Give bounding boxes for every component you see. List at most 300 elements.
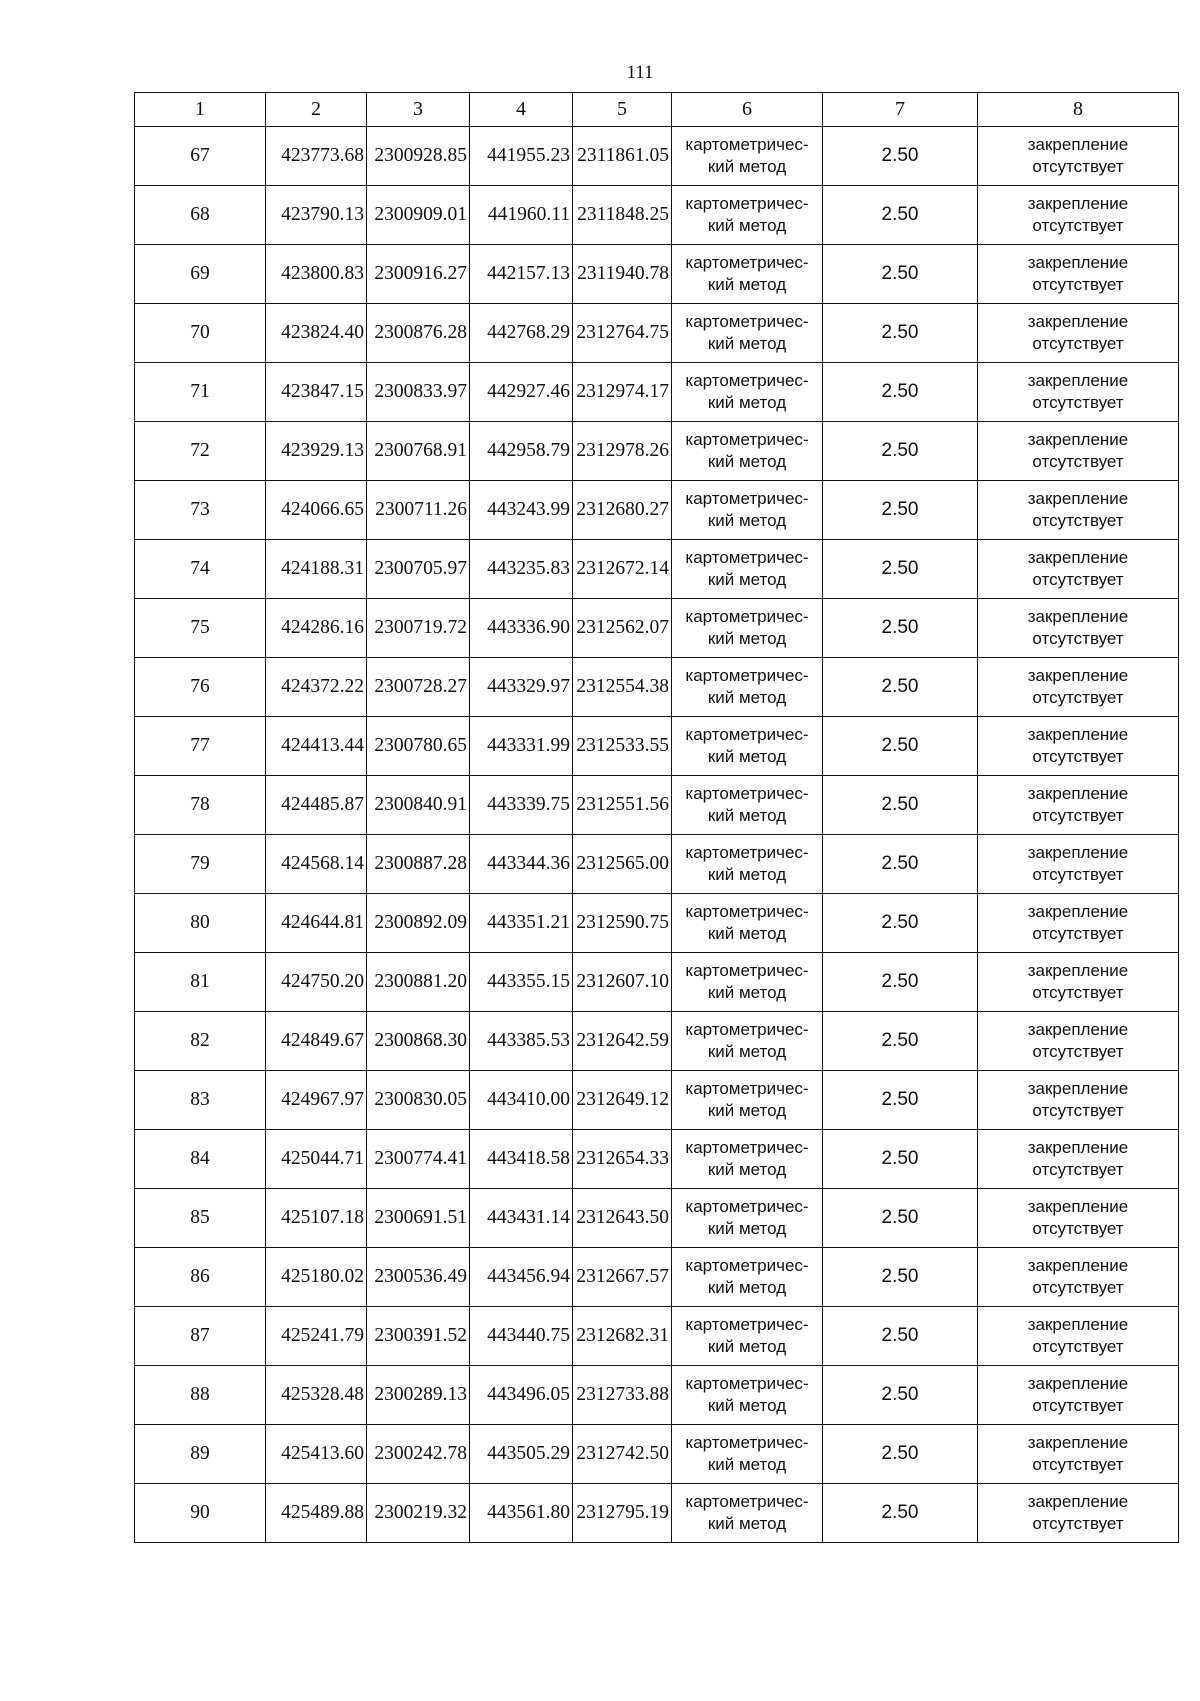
y-coordinate-cell: 2300840.91 (367, 776, 470, 835)
fixing-line-1: закрепление (1027, 784, 1129, 803)
method-line-1: картометричес- (685, 253, 809, 272)
x-new-coordinate-cell: 443351.21 (470, 894, 573, 953)
x-coordinate-cell: 423929.13 (266, 422, 367, 481)
fixing-line-2: отсутствует (1032, 1101, 1124, 1120)
point-number-cell: 89 (135, 1425, 266, 1484)
method-cell (672, 304, 823, 363)
method-line-2: кий метод (707, 157, 787, 176)
y-coordinate-cell: 2300289.13 (367, 1366, 470, 1425)
x-new-coordinate-cell: 443418.58 (470, 1130, 573, 1189)
table-row (135, 658, 1179, 717)
fixing-cell (978, 304, 1179, 363)
x-new-coordinate-cell: 443431.14 (470, 1189, 573, 1248)
table-row (135, 1248, 1179, 1307)
table-row (135, 835, 1179, 894)
point-number-cell: 87 (135, 1307, 266, 1366)
x-coordinate-cell: 423773.68 (266, 127, 367, 186)
column-header: 2 (266, 93, 367, 127)
accuracy-cell: 2.50 (823, 540, 978, 599)
point-number-cell: 79 (135, 835, 266, 894)
y-coordinate-cell: 2300728.27 (367, 658, 470, 717)
y-new-coordinate-cell: 2312649.12 (573, 1071, 672, 1130)
method-line-1: картометричес- (685, 1492, 809, 1511)
y-new-coordinate-cell: 2312642.59 (573, 1012, 672, 1071)
fixing-cell (978, 363, 1179, 422)
fixing-line-2: отсутствует (1032, 1042, 1124, 1061)
y-new-coordinate-cell: 2312978.26 (573, 422, 672, 481)
header-row (135, 93, 1179, 127)
y-coordinate-cell: 2300768.91 (367, 422, 470, 481)
point-number-cell: 84 (135, 1130, 266, 1189)
x-new-coordinate-cell: 443235.83 (470, 540, 573, 599)
y-coordinate-cell: 2300916.27 (367, 245, 470, 304)
coordinates-table (134, 92, 1179, 1543)
fixing-cell (978, 1248, 1179, 1307)
table-row (135, 363, 1179, 422)
y-new-coordinate-cell: 2312764.75 (573, 304, 672, 363)
method-line-1: картометричес- (685, 902, 809, 921)
method-line-2: кий метод (707, 629, 787, 648)
method-line-2: кий метод (707, 1219, 787, 1238)
method-cell (672, 481, 823, 540)
y-new-coordinate-cell: 2312680.27 (573, 481, 672, 540)
y-coordinate-cell: 2300719.72 (367, 599, 470, 658)
column-header: 6 (672, 93, 823, 127)
table-row (135, 245, 1179, 304)
fixing-cell (978, 776, 1179, 835)
method-cell (672, 1130, 823, 1189)
method-line-2: кий метод (707, 1514, 787, 1533)
x-coordinate-cell: 424568.14 (266, 835, 367, 894)
point-number-cell: 74 (135, 540, 266, 599)
y-coordinate-cell: 2300391.52 (367, 1307, 470, 1366)
fixing-line-2: отсутствует (1032, 1455, 1124, 1474)
table-row (135, 894, 1179, 953)
fixing-line-1: закрепление (1027, 194, 1129, 213)
accuracy-cell: 2.50 (823, 1307, 978, 1366)
point-number-cell: 80 (135, 894, 266, 953)
y-new-coordinate-cell: 2312533.55 (573, 717, 672, 776)
y-coordinate-cell: 2300705.97 (367, 540, 470, 599)
method-line-2: кий метод (707, 924, 787, 943)
fixing-line-2: отсутствует (1032, 1514, 1124, 1533)
method-cell (672, 835, 823, 894)
method-line-2: кий метод (707, 334, 787, 353)
x-new-coordinate-cell: 442958.79 (470, 422, 573, 481)
fixing-line-2: отсутствует (1032, 216, 1124, 235)
fixing-cell (978, 835, 1179, 894)
method-line-1: картометричес- (685, 1256, 809, 1275)
method-cell (672, 599, 823, 658)
table-row (135, 1484, 1179, 1543)
fixing-line-1: закрепление (1027, 961, 1129, 980)
y-coordinate-cell: 2300909.01 (367, 186, 470, 245)
x-coordinate-cell: 424967.97 (266, 1071, 367, 1130)
y-new-coordinate-cell: 2312974.17 (573, 363, 672, 422)
accuracy-cell: 2.50 (823, 245, 978, 304)
fixing-line-2: отсутствует (1032, 1278, 1124, 1297)
x-new-coordinate-cell: 443496.05 (470, 1366, 573, 1425)
method-cell (672, 1366, 823, 1425)
accuracy-cell: 2.50 (823, 1071, 978, 1130)
y-coordinate-cell: 2300881.20 (367, 953, 470, 1012)
method-line-2: кий метод (707, 275, 787, 294)
accuracy-cell: 2.50 (823, 599, 978, 658)
x-coordinate-cell: 423800.83 (266, 245, 367, 304)
y-new-coordinate-cell: 2312667.57 (573, 1248, 672, 1307)
fixing-line-1: закрепление (1027, 1079, 1129, 1098)
fixing-line-2: отсутствует (1032, 983, 1124, 1002)
x-new-coordinate-cell: 442157.13 (470, 245, 573, 304)
column-header: 5 (573, 93, 672, 127)
method-line-1: картометричес- (685, 666, 809, 685)
fixing-line-2: отсутствует (1032, 629, 1124, 648)
point-number-cell: 88 (135, 1366, 266, 1425)
x-coordinate-cell: 424750.20 (266, 953, 367, 1012)
x-new-coordinate-cell: 443385.53 (470, 1012, 573, 1071)
fixing-line-2: отсутствует (1032, 1219, 1124, 1238)
x-new-coordinate-cell: 443336.90 (470, 599, 573, 658)
x-new-coordinate-cell: 443505.29 (470, 1425, 573, 1484)
fixing-cell (978, 599, 1179, 658)
x-new-coordinate-cell: 441955.23 (470, 127, 573, 186)
x-coordinate-cell: 425180.02 (266, 1248, 367, 1307)
method-line-1: картометричес- (685, 1020, 809, 1039)
x-new-coordinate-cell: 443440.75 (470, 1307, 573, 1366)
fixing-cell (978, 1189, 1179, 1248)
point-number-cell: 69 (135, 245, 266, 304)
method-cell (672, 245, 823, 304)
method-cell (672, 717, 823, 776)
fixing-line-2: отсутствует (1032, 157, 1124, 176)
method-cell (672, 1189, 823, 1248)
x-new-coordinate-cell: 443355.15 (470, 953, 573, 1012)
fixing-line-1: закрепление (1027, 725, 1129, 744)
table-row (135, 1130, 1179, 1189)
y-new-coordinate-cell: 2312672.14 (573, 540, 672, 599)
x-coordinate-cell: 425328.48 (266, 1366, 367, 1425)
method-line-1: картометричес- (685, 1315, 809, 1334)
fixing-line-1: закрепление (1027, 843, 1129, 862)
column-header: 1 (135, 93, 266, 127)
y-new-coordinate-cell: 2312562.07 (573, 599, 672, 658)
method-line-2: кий метод (707, 511, 787, 530)
method-line-2: кий метод (707, 806, 787, 825)
accuracy-cell: 2.50 (823, 304, 978, 363)
x-coordinate-cell: 424413.44 (266, 717, 367, 776)
method-line-1: картометричес- (685, 1433, 809, 1452)
accuracy-cell: 2.50 (823, 1012, 978, 1071)
point-number-cell: 77 (135, 717, 266, 776)
method-line-1: картометричес- (685, 489, 809, 508)
fixing-line-2: отсутствует (1032, 688, 1124, 707)
column-header: 4 (470, 93, 573, 127)
accuracy-cell: 2.50 (823, 1366, 978, 1425)
method-cell (672, 1248, 823, 1307)
fixing-cell (978, 1307, 1179, 1366)
y-coordinate-cell: 2300774.41 (367, 1130, 470, 1189)
fixing-line-2: отсутствует (1032, 452, 1124, 471)
y-new-coordinate-cell: 2312733.88 (573, 1366, 672, 1425)
fixing-line-1: закрепление (1027, 1138, 1129, 1157)
x-coordinate-cell: 425489.88 (266, 1484, 367, 1543)
table-row (135, 1012, 1179, 1071)
accuracy-cell: 2.50 (823, 127, 978, 186)
y-coordinate-cell: 2300833.97 (367, 363, 470, 422)
method-line-2: кий метод (707, 452, 787, 471)
y-new-coordinate-cell: 2312565.00 (573, 835, 672, 894)
fixing-cell (978, 245, 1179, 304)
y-coordinate-cell: 2300892.09 (367, 894, 470, 953)
method-line-1: картометричес- (685, 784, 809, 803)
accuracy-cell: 2.50 (823, 422, 978, 481)
table-row (135, 953, 1179, 1012)
y-new-coordinate-cell: 2312554.38 (573, 658, 672, 717)
fixing-line-1: закрепление (1027, 1433, 1129, 1452)
column-header: 7 (823, 93, 978, 127)
accuracy-cell: 2.50 (823, 1248, 978, 1307)
point-number-cell: 82 (135, 1012, 266, 1071)
x-new-coordinate-cell: 443344.36 (470, 835, 573, 894)
y-new-coordinate-cell: 2311848.25 (573, 186, 672, 245)
x-coordinate-cell: 424644.81 (266, 894, 367, 953)
fixing-cell (978, 894, 1179, 953)
method-cell (672, 540, 823, 599)
fixing-cell (978, 1366, 1179, 1425)
x-coordinate-cell: 425044.71 (266, 1130, 367, 1189)
table-row (135, 1307, 1179, 1366)
method-cell (672, 658, 823, 717)
method-line-1: картометричес- (685, 961, 809, 980)
fixing-line-1: закрепление (1027, 135, 1129, 154)
x-new-coordinate-cell: 443243.99 (470, 481, 573, 540)
y-coordinate-cell: 2300887.28 (367, 835, 470, 894)
table-row (135, 1425, 1179, 1484)
method-line-1: картометричес- (685, 430, 809, 449)
table-row (135, 1189, 1179, 1248)
method-line-2: кий метод (707, 1160, 787, 1179)
method-line-1: картометричес- (685, 135, 809, 154)
method-cell (672, 186, 823, 245)
accuracy-cell: 2.50 (823, 1189, 978, 1248)
y-new-coordinate-cell: 2312742.50 (573, 1425, 672, 1484)
method-cell (672, 127, 823, 186)
fixing-line-1: закрепление (1027, 1492, 1129, 1511)
x-coordinate-cell: 424066.65 (266, 481, 367, 540)
y-coordinate-cell: 2300711.26 (367, 481, 470, 540)
fixing-cell (978, 186, 1179, 245)
point-number-cell: 85 (135, 1189, 266, 1248)
fixing-line-2: отсутствует (1032, 806, 1124, 825)
method-line-1: картометричес- (685, 1197, 809, 1216)
fixing-cell (978, 481, 1179, 540)
y-new-coordinate-cell: 2312551.56 (573, 776, 672, 835)
table-row (135, 540, 1179, 599)
table-row (135, 717, 1179, 776)
method-line-1: картометричес- (685, 1374, 809, 1393)
point-number-cell: 68 (135, 186, 266, 245)
x-coordinate-cell: 425107.18 (266, 1189, 367, 1248)
fixing-cell (978, 953, 1179, 1012)
y-new-coordinate-cell: 2311940.78 (573, 245, 672, 304)
fixing-line-2: отсутствует (1032, 924, 1124, 943)
point-number-cell: 70 (135, 304, 266, 363)
accuracy-cell: 2.50 (823, 481, 978, 540)
point-number-cell: 78 (135, 776, 266, 835)
fixing-cell (978, 1071, 1179, 1130)
fixing-cell (978, 1425, 1179, 1484)
y-new-coordinate-cell: 2312590.75 (573, 894, 672, 953)
y-new-coordinate-cell: 2312795.19 (573, 1484, 672, 1543)
y-coordinate-cell: 2300219.32 (367, 1484, 470, 1543)
fixing-line-1: закрепление (1027, 666, 1129, 685)
x-coordinate-cell: 425413.60 (266, 1425, 367, 1484)
table-row (135, 599, 1179, 658)
y-new-coordinate-cell: 2312654.33 (573, 1130, 672, 1189)
x-new-coordinate-cell: 442927.46 (470, 363, 573, 422)
fixing-line-2: отсутствует (1032, 1337, 1124, 1356)
point-number-cell: 90 (135, 1484, 266, 1543)
fixing-cell (978, 540, 1179, 599)
point-number-cell: 72 (135, 422, 266, 481)
table-row (135, 304, 1179, 363)
y-coordinate-cell: 2300868.30 (367, 1012, 470, 1071)
fixing-line-2: отсутствует (1032, 570, 1124, 589)
fixing-line-2: отсутствует (1032, 1396, 1124, 1415)
method-line-1: картометричес- (685, 1138, 809, 1157)
y-coordinate-cell: 2300780.65 (367, 717, 470, 776)
point-number-cell: 67 (135, 127, 266, 186)
fixing-line-1: закрепление (1027, 1197, 1129, 1216)
fixing-line-2: отсутствует (1032, 747, 1124, 766)
x-new-coordinate-cell: 443339.75 (470, 776, 573, 835)
method-cell (672, 776, 823, 835)
x-coordinate-cell: 423790.13 (266, 186, 367, 245)
page-number: 111 (626, 62, 654, 83)
column-header: 8 (978, 93, 1179, 127)
x-coordinate-cell: 424188.31 (266, 540, 367, 599)
method-line-2: кий метод (707, 1101, 787, 1120)
accuracy-cell: 2.50 (823, 835, 978, 894)
fixing-line-2: отсутствует (1032, 511, 1124, 530)
method-line-2: кий метод (707, 216, 787, 235)
fixing-line-1: закрепление (1027, 489, 1129, 508)
method-line-2: кий метод (707, 1337, 787, 1356)
method-cell (672, 1425, 823, 1484)
accuracy-cell: 2.50 (823, 186, 978, 245)
point-number-cell: 73 (135, 481, 266, 540)
x-coordinate-cell: 423847.15 (266, 363, 367, 422)
x-coordinate-cell: 425241.79 (266, 1307, 367, 1366)
fixing-cell (978, 1012, 1179, 1071)
fixing-cell (978, 422, 1179, 481)
point-number-cell: 75 (135, 599, 266, 658)
table-row (135, 481, 1179, 540)
x-coordinate-cell: 424372.22 (266, 658, 367, 717)
accuracy-cell: 2.50 (823, 363, 978, 422)
x-new-coordinate-cell: 441960.11 (470, 186, 573, 245)
point-number-cell: 71 (135, 363, 266, 422)
method-cell (672, 1071, 823, 1130)
fixing-line-2: отсутствует (1032, 275, 1124, 294)
x-new-coordinate-cell: 443456.94 (470, 1248, 573, 1307)
method-line-2: кий метод (707, 865, 787, 884)
method-line-1: картометричес- (685, 843, 809, 862)
x-coordinate-cell: 424849.67 (266, 1012, 367, 1071)
y-new-coordinate-cell: 2312643.50 (573, 1189, 672, 1248)
method-line-2: кий метод (707, 570, 787, 589)
table-body (135, 127, 1179, 1543)
fixing-line-1: закрепление (1027, 312, 1129, 331)
accuracy-cell: 2.50 (823, 1130, 978, 1189)
method-cell (672, 1484, 823, 1543)
y-coordinate-cell: 2300536.49 (367, 1248, 470, 1307)
y-coordinate-cell: 2300242.78 (367, 1425, 470, 1484)
table-row (135, 186, 1179, 245)
table-row (135, 1366, 1179, 1425)
fixing-line-2: отсутствует (1032, 865, 1124, 884)
x-coordinate-cell: 424485.87 (266, 776, 367, 835)
accuracy-cell: 2.50 (823, 717, 978, 776)
fixing-line-2: отсутствует (1032, 393, 1124, 412)
table-row (135, 1071, 1179, 1130)
method-line-1: картометричес- (685, 371, 809, 390)
accuracy-cell: 2.50 (823, 1425, 978, 1484)
fixing-cell (978, 1130, 1179, 1189)
point-number-cell: 76 (135, 658, 266, 717)
table-row (135, 422, 1179, 481)
method-cell (672, 953, 823, 1012)
fixing-line-1: закрепление (1027, 253, 1129, 272)
y-new-coordinate-cell: 2312682.31 (573, 1307, 672, 1366)
method-line-1: картометричес- (685, 548, 809, 567)
method-line-1: картометричес- (685, 312, 809, 331)
table-row (135, 776, 1179, 835)
method-line-2: кий метод (707, 393, 787, 412)
accuracy-cell: 2.50 (823, 894, 978, 953)
method-cell (672, 1012, 823, 1071)
fixing-line-1: закрепление (1027, 1020, 1129, 1039)
method-line-1: картометричес- (685, 1079, 809, 1098)
accuracy-cell: 2.50 (823, 1484, 978, 1543)
fixing-line-1: закрепление (1027, 430, 1129, 449)
point-number-cell: 83 (135, 1071, 266, 1130)
table-row (135, 127, 1179, 186)
x-coordinate-cell: 424286.16 (266, 599, 367, 658)
fixing-line-1: закрепление (1027, 902, 1129, 921)
method-cell (672, 1307, 823, 1366)
method-line-2: кий метод (707, 1396, 787, 1415)
fixing-line-1: закрепление (1027, 1256, 1129, 1275)
y-coordinate-cell: 2300691.51 (367, 1189, 470, 1248)
point-number-cell: 81 (135, 953, 266, 1012)
y-new-coordinate-cell: 2311861.05 (573, 127, 672, 186)
x-new-coordinate-cell: 443329.97 (470, 658, 573, 717)
method-line-2: кий метод (707, 747, 787, 766)
fixing-cell (978, 1484, 1179, 1543)
method-line-1: картометричес- (685, 607, 809, 626)
x-new-coordinate-cell: 442768.29 (470, 304, 573, 363)
fixing-line-1: закрепление (1027, 371, 1129, 390)
fixing-line-2: отсутствует (1032, 1160, 1124, 1179)
method-cell (672, 894, 823, 953)
method-line-2: кий метод (707, 983, 787, 1002)
method-line-1: картометричес- (685, 194, 809, 213)
method-line-2: кий метод (707, 1042, 787, 1061)
y-coordinate-cell: 2300928.85 (367, 127, 470, 186)
x-coordinate-cell: 423824.40 (266, 304, 367, 363)
fixing-cell (978, 127, 1179, 186)
